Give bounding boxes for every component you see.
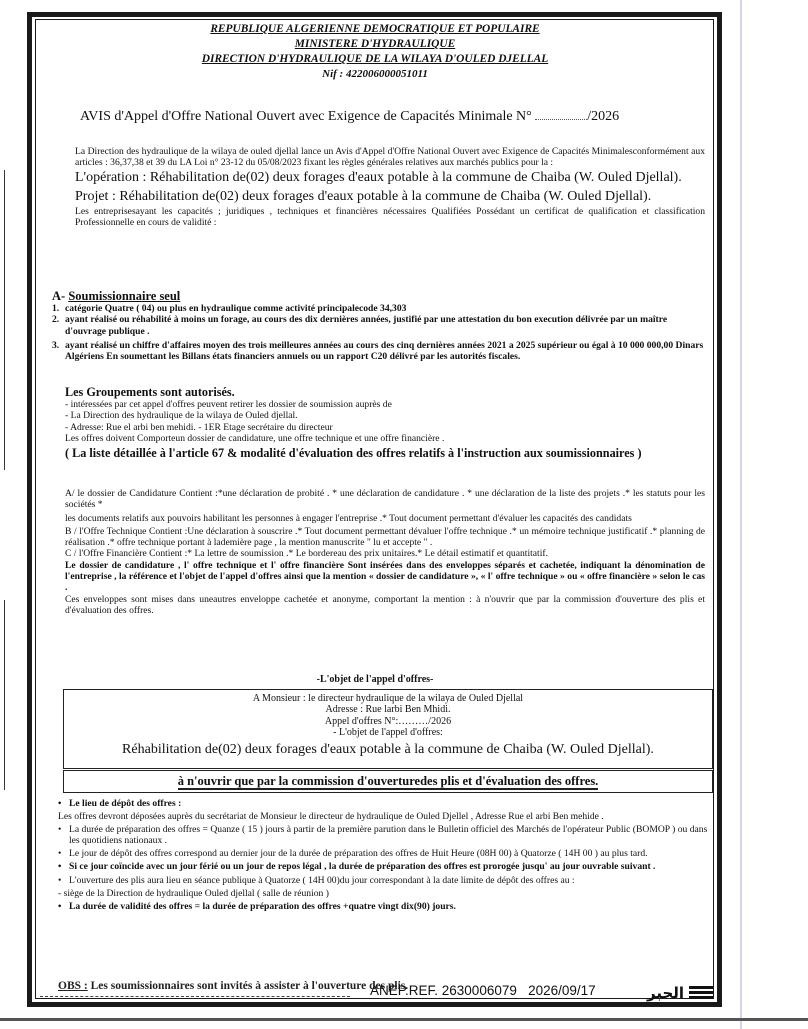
bullet-item — [58, 798, 710, 809]
bullet-text: La durée de validité des offres = la durée de préparation des offres +quatre vingt dix(90) jours. — [69, 900, 456, 912]
address-objet: - L'objet de l'appel d'offres: — [333, 727, 443, 739]
page-left-edge — [0, 0, 10, 1029]
groupements-line: - intéressées par cet appel d'offres peuvent retirer les dossier de soumission auprès de — [65, 399, 392, 410]
bullet-text: - siège de la Direction de hydraulique Ouled djellal ( salle de réunion ) — [58, 887, 329, 899]
dossiers-section — [65, 488, 705, 616]
projet-line: Projet : Réhabilitation de(02) deux forages d'eaux potable à la commune de Chaiba (W. Ouled Djellal). — [75, 189, 652, 205]
bullet-text: Le jour de dépôt des offres correspond au dernier jour de la durée de préparation des offres de Huit Heure (08H 00) à Quatorze ( 14H 00 ) au plus tard. — [69, 848, 648, 860]
bullet-item — [58, 888, 710, 899]
section-a — [52, 290, 707, 362]
bullet-item — [58, 811, 710, 822]
header-nif: Nif : 422006000051011 — [322, 68, 428, 80]
bullet-dot: • — [58, 798, 62, 809]
bullet-dot: • — [58, 861, 62, 873]
footer-date: 2026/09/17 — [528, 983, 596, 998]
bullet-item — [58, 861, 710, 872]
header-ministere: MINISTERE D'HYDRAULIQUE — [294, 38, 456, 50]
deposit-bullets — [58, 798, 710, 914]
bullet-item — [58, 901, 710, 912]
bullet-text: L'ouverture des plis aura lieu en séance publique à Quatorze ( 14H 00)du jour correspondant à la date limite de dépôt des offres au : — [69, 874, 575, 886]
bullet-text: La durée de préparation des offres = Quanze ( 15 ) jours à partir de la première parution dans le Bulletin officiel des Marchés de l'opérateur Public (BOMOP ) ou dans les quotidiens nationaux . — [69, 824, 708, 847]
list-item-number: 3. — [52, 339, 60, 351]
groupements-title: Les Groupements sont autorisés. — [65, 385, 235, 399]
section-a-letter: A- — [52, 289, 66, 303]
bullet-item — [58, 848, 710, 859]
svg-text:الحبر: الحبر — [647, 984, 685, 1002]
list-item-number: 1. — [52, 303, 60, 314]
bullet-dot: • — [58, 848, 62, 860]
operation-line: L'opération : Réhabilitation de(02) deux forages d'eaux potable à la commune de Chaiba (W. Ouled Djellal). — [75, 169, 682, 185]
offre-technique: B / l'Offre Technique Contient :Une déclaration à souscrire .* Tout document permettant dévaluer l'offre technique .* un mémoire technique justificatif .* planning de réalisation .* offre technique portant à lademière page , la mention manuscrite " lu et accepte " . — [65, 525, 705, 549]
section-a-title: Soumissionnaire seul — [68, 289, 181, 303]
avis-title — [80, 109, 619, 125]
avis-prefix: AVIS d'Appel d'Offre National Ouvert avec Exigence de Capacités Minimale N° — [80, 109, 532, 124]
document-content — [40, 22, 710, 1002]
list-item — [52, 340, 707, 363]
bullet-item — [58, 875, 710, 886]
list-item-number: 2. — [52, 314, 60, 326]
bullet-item — [58, 824, 710, 846]
newspaper-logo-icon — [645, 981, 715, 1003]
address-recipient: A Monsieur : le directeur hydraulique de la wilaya de Ouled Djellal — [252, 693, 524, 704]
intro-paragraph: La Direction des hydraulique de la wilaya de ouled djellal lance un Avis d'Appel d'Offre National Ouvert avec Exigence de Capacités Minimalesconformément aux articles : 36,37,38 et 39 du LA Loi n° 23-12 du 05/08/2023 fixant les règles générales relatives aux marchés publics pour la : — [75, 146, 705, 169]
list-item — [52, 314, 707, 337]
obs-label: OBS : — [58, 980, 88, 992]
address-appel: Appel d'offres N°:………/2026 — [324, 715, 452, 727]
address-operation: Réhabilitation de(02) deux forages d'eaux potable à la commune de Chaiba (W. Ouled Djellal). — [122, 741, 654, 757]
header-direction: DIRECTION D'HYDRAULIQUE DE LA WILAYA D'OULED DJELLAL — [201, 53, 549, 65]
bullet-text: Si ce jour coïncide avec un jour férié ou un jour de repos légal , la durée de préparation des offres est prorogée jusqu' au jour ouvrable suivant . — [69, 861, 656, 873]
groupements-section — [65, 385, 705, 460]
bullet-text: Les offres devront déposées auprès du secrétariat de Monsieur le directeur de hydraulique de Ouled Djellel , Adresse Rue el arbi Ben mehide . — [58, 811, 604, 823]
footer-dashed-line — [40, 996, 350, 997]
open-notice-text: à n'ouvrir que par la commission d'ouverturedes plis et d'évaluation des offres. — [177, 774, 599, 788]
address-box — [63, 689, 713, 769]
edge-line — [4, 600, 5, 790]
document-header — [40, 22, 710, 82]
groupements-line: - Adresse: Rue el arbi ben mehidi. - 1ER Etage secrétaire du directeur — [65, 421, 333, 433]
list-item — [52, 303, 707, 314]
dossier-candidature-2: les documents relatifs aux pouvoirs habilitant les personnes à engager l'entreprise .* Tout document permettant d'évaluer les capacités des candidats — [65, 512, 632, 524]
bullet-dot: • — [58, 874, 62, 886]
entreprises-paragraph: Les entreprisesayant les capacités ; juridiques , techniques et financières nécessaires Qualifiées Possédant un certificat de qualification et classification Professionnelle en cours de validité : — [75, 205, 705, 228]
bullet-dot: • — [58, 900, 62, 912]
page-bottom-rule — [0, 1018, 808, 1021]
list-item-text: ayant réalisé un chiffre d'affaires moyen des trois meilleures années au cours des cinq dernières années 2021 a 2025 supérieur ou égal à 10 000 000,00 Dinars Algériens En soumettant les Billans états financiers annuels ou un rapport C20 délivré par les autorités fiscales. — [65, 339, 704, 363]
section-a-heading — [52, 290, 707, 303]
dossier-candidature: A/ le dossier de Candidature Contient :*une déclaration de probité . * une déclaration de candidature . * une déclaration de la liste des projets .* les statuts pour les sociétés * — [65, 488, 705, 511]
body-top — [75, 146, 705, 228]
avis-suffix: /2026 — [587, 109, 620, 124]
groupements-line: - La Direction des hydraulique de la wilaya de Ouled djellal. — [65, 410, 298, 422]
liste-detaillee: ( La liste détaillée à l'article 67 & modalité d'évaluation des offres relatifs à l'instruction aux soumissionnaires ) — [65, 446, 642, 461]
list-item-text: catégorie Quatre ( 04) ou plus en hydraulique comme activité principalecode 34,303 — [65, 303, 407, 314]
section-a-list — [52, 303, 707, 362]
list-item-text: ayant réalisé ou réhabilité à moins un forage, au cours des dix dernières années, justifié par une attestation du bon execution délivrée par un maître d'ouvrage publique . — [65, 314, 668, 337]
edge-line — [4, 170, 5, 470]
bullet-text: Le lieu de dépôt des offres : — [69, 798, 182, 809]
header-republique: REPUBLIQUE ALGERIENNE DEMOCRATIQUE ET POPULAIRE — [210, 23, 540, 35]
address-street: Adresse : Rue larbi Ben Mhidi. — [325, 704, 451, 716]
offre-financiere: C / l'Offre Financière Contient :* La lettre de soumission .* Le bordereau des prix unitaires.* Le détail estimatif et quantitatif. — [65, 548, 548, 560]
footer-ref — [370, 983, 596, 998]
bullet-dot: • — [58, 824, 62, 836]
open-notice-bar — [63, 770, 713, 793]
page-right-edge — [740, 0, 742, 1029]
objet-title: -L'objet de l'appel d'offres- — [316, 674, 434, 685]
footer-anep-ref: ANEP.REF. 2630006079 — [370, 983, 517, 998]
mises-paragraph: Ces enveloppes sont mises dans uneautres enveloppe cachetée et anonyme, comportant la mention : à n'ouvrir que par la commission d'ouverture des plis et d'évaluation des offres. — [65, 593, 705, 616]
enveloppes-paragraph: Le dossier de candidature , l' offre technique et l' offre financière Sont insérées dans des enveloppes séparés et cachetée, indiquant la dénomination de l'entreprise , la référence et l'objet de l'appel d'offres ainsi que la mention « dossier de candidature », « l' offre technique » ou « offre financière » selon le cas . — [65, 559, 705, 594]
obs-text: Les soumissionnaires sont invités à assister à l'ouverture des plis. — [90, 980, 409, 992]
groupements-line: Les offres doivent Comporteun dossier de candidature, une offre technique et une offre financière . — [65, 432, 445, 444]
footer — [355, 983, 715, 1005]
avis-number-blank — [535, 109, 587, 120]
